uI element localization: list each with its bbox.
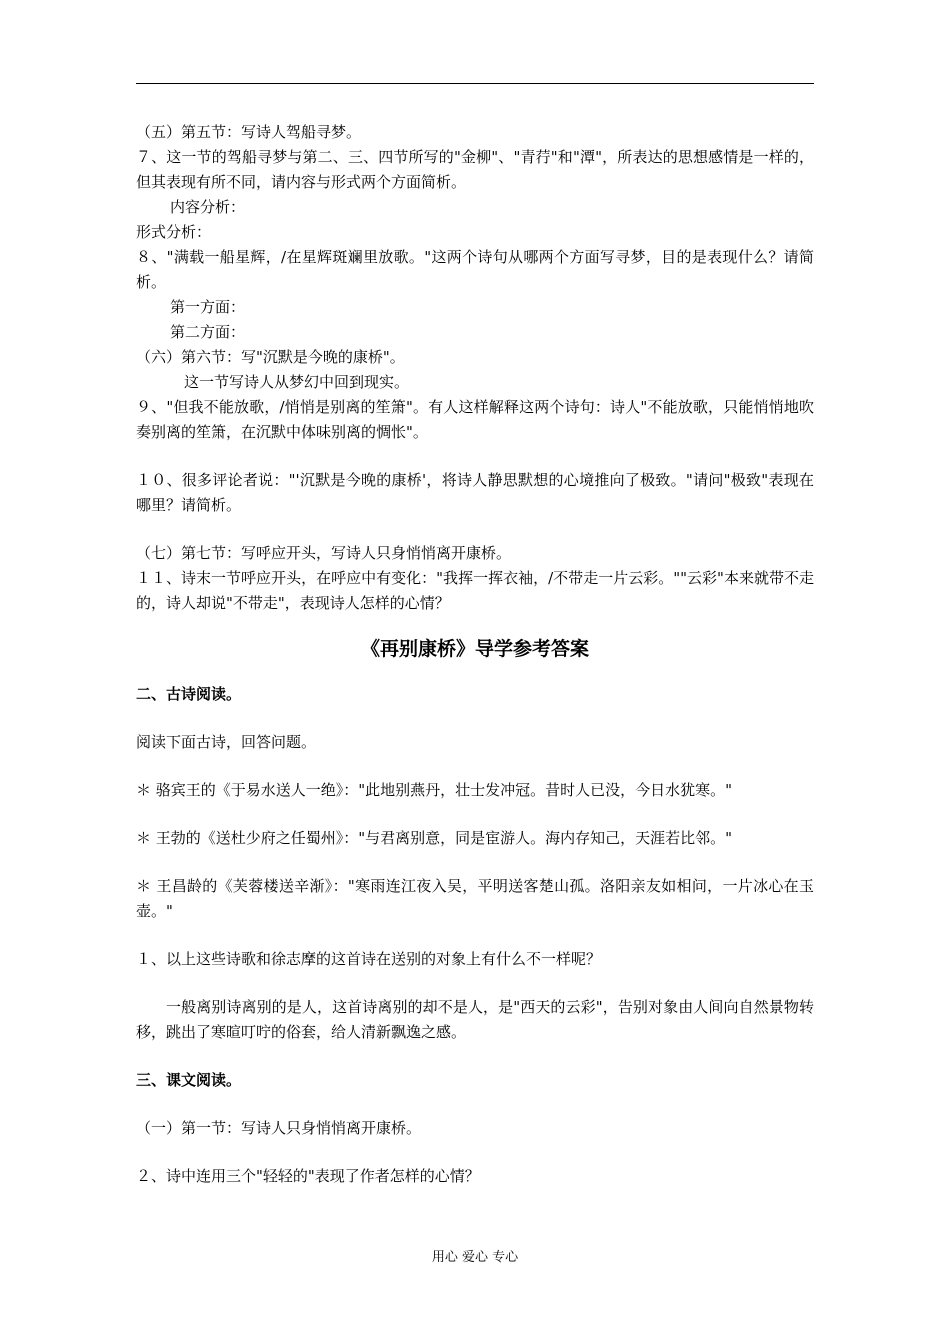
page-footer: 用心 爱心 专心	[431, 1250, 519, 1265]
header-rule	[136, 83, 814, 84]
poem-item-3: ＊ 王昌龄的《芙蓉楼送辛渐》："寒雨连江夜入吴，平明送客楚山孤。洛阳亲友如相问，一片冰心在玉壶。"	[136, 877, 814, 920]
answer-question-1: １、以上这些诗歌和徐志摩的这首诗在送别的对象上有什么不一样呢？	[136, 950, 602, 968]
answer-1-text: 一般离别诗离别的是人，这首诗离别的却不是人，是"西天的云彩"，告别对象由人间向自然景物转移，跳出了寒暄叮咛的俗套，给人清新飘逸之感。	[136, 998, 814, 1041]
form-analysis-label: 形式分析：	[136, 223, 212, 241]
heading-ancient-poetry: 二、古诗阅读。	[136, 685, 242, 703]
question-7: ７、这一节的驾船寻梦与第二、三、四节所写的"金柳"、"青荇"和"潭"，所表达的思想感情是一样的，但其表现有所不同，请内容与形式两个方面简析。	[136, 148, 814, 191]
section-7-title: （七）第七节：写呼应开头，写诗人只身悄悄离开康桥。	[136, 544, 512, 562]
poem-item-1: ＊ 骆宾王的《于易水送人一绝》："此地别燕丹，壮士发冲冠。昔时人已没，今日水犹寒。"	[136, 781, 733, 799]
poem-item-2: ＊ 王勃的《送杜少府之任蜀州》："与君离别意，同是宦游人。海内存知己，天涯若比邻。"	[136, 829, 733, 847]
section-6-title: （六）第六节：写"沉默是今晚的康桥"。	[136, 348, 405, 366]
reading-instruction: 阅读下面古诗，回答问题。	[136, 733, 317, 751]
document-body	[136, 120, 814, 1189]
section-1-title: （一）第一节：写诗人只身悄悄离开康桥。	[136, 1119, 422, 1137]
question-11: １１、诗末一节呼应开头，在呼应中有变化："我挥一挥衣袖，/不带走一片云彩。""云彩"本来就带不走的，诗人却说"不带走"，表现诗人怎样的心情？	[136, 569, 814, 612]
question-9: ９、"但我不能放歌，/悄悄是别离的笙箫"。有人这样解释这两个诗句：诗人"不能放歌，只能悄悄地吹奏别离的笙箫，在沉默中体味别离的惆怅"。	[136, 398, 814, 441]
answer-key-title: 《再别康桥》导学参考答案	[360, 638, 589, 660]
section-5-title: （五）第五节：写诗人驾船寻梦。	[136, 123, 362, 141]
aspect-2-label: 第二方面：	[170, 323, 246, 341]
aspect-1-label: 第一方面：	[170, 298, 246, 316]
content-analysis-label: 内容分析：	[170, 198, 246, 216]
question-8: ８、"满载一船星辉，/在星辉斑斓里放歌。"这两个诗句从哪两个方面写寻梦，目的是表现什么？请简析。	[136, 248, 814, 291]
question-10: １０、很多评论者说："'沉默是今晚的康桥'，将诗人静思默想的心境推向了极致。"请问"极致"表现在哪里？请简析。	[136, 471, 814, 514]
heading-text-reading: 三、课文阅读。	[136, 1071, 242, 1089]
answer-question-2: ２、诗中连用三个"轻轻的"表现了作者怎样的心情？	[136, 1167, 480, 1185]
section-6-description: 这一节写诗人从梦幻中回到现实。	[184, 373, 410, 391]
